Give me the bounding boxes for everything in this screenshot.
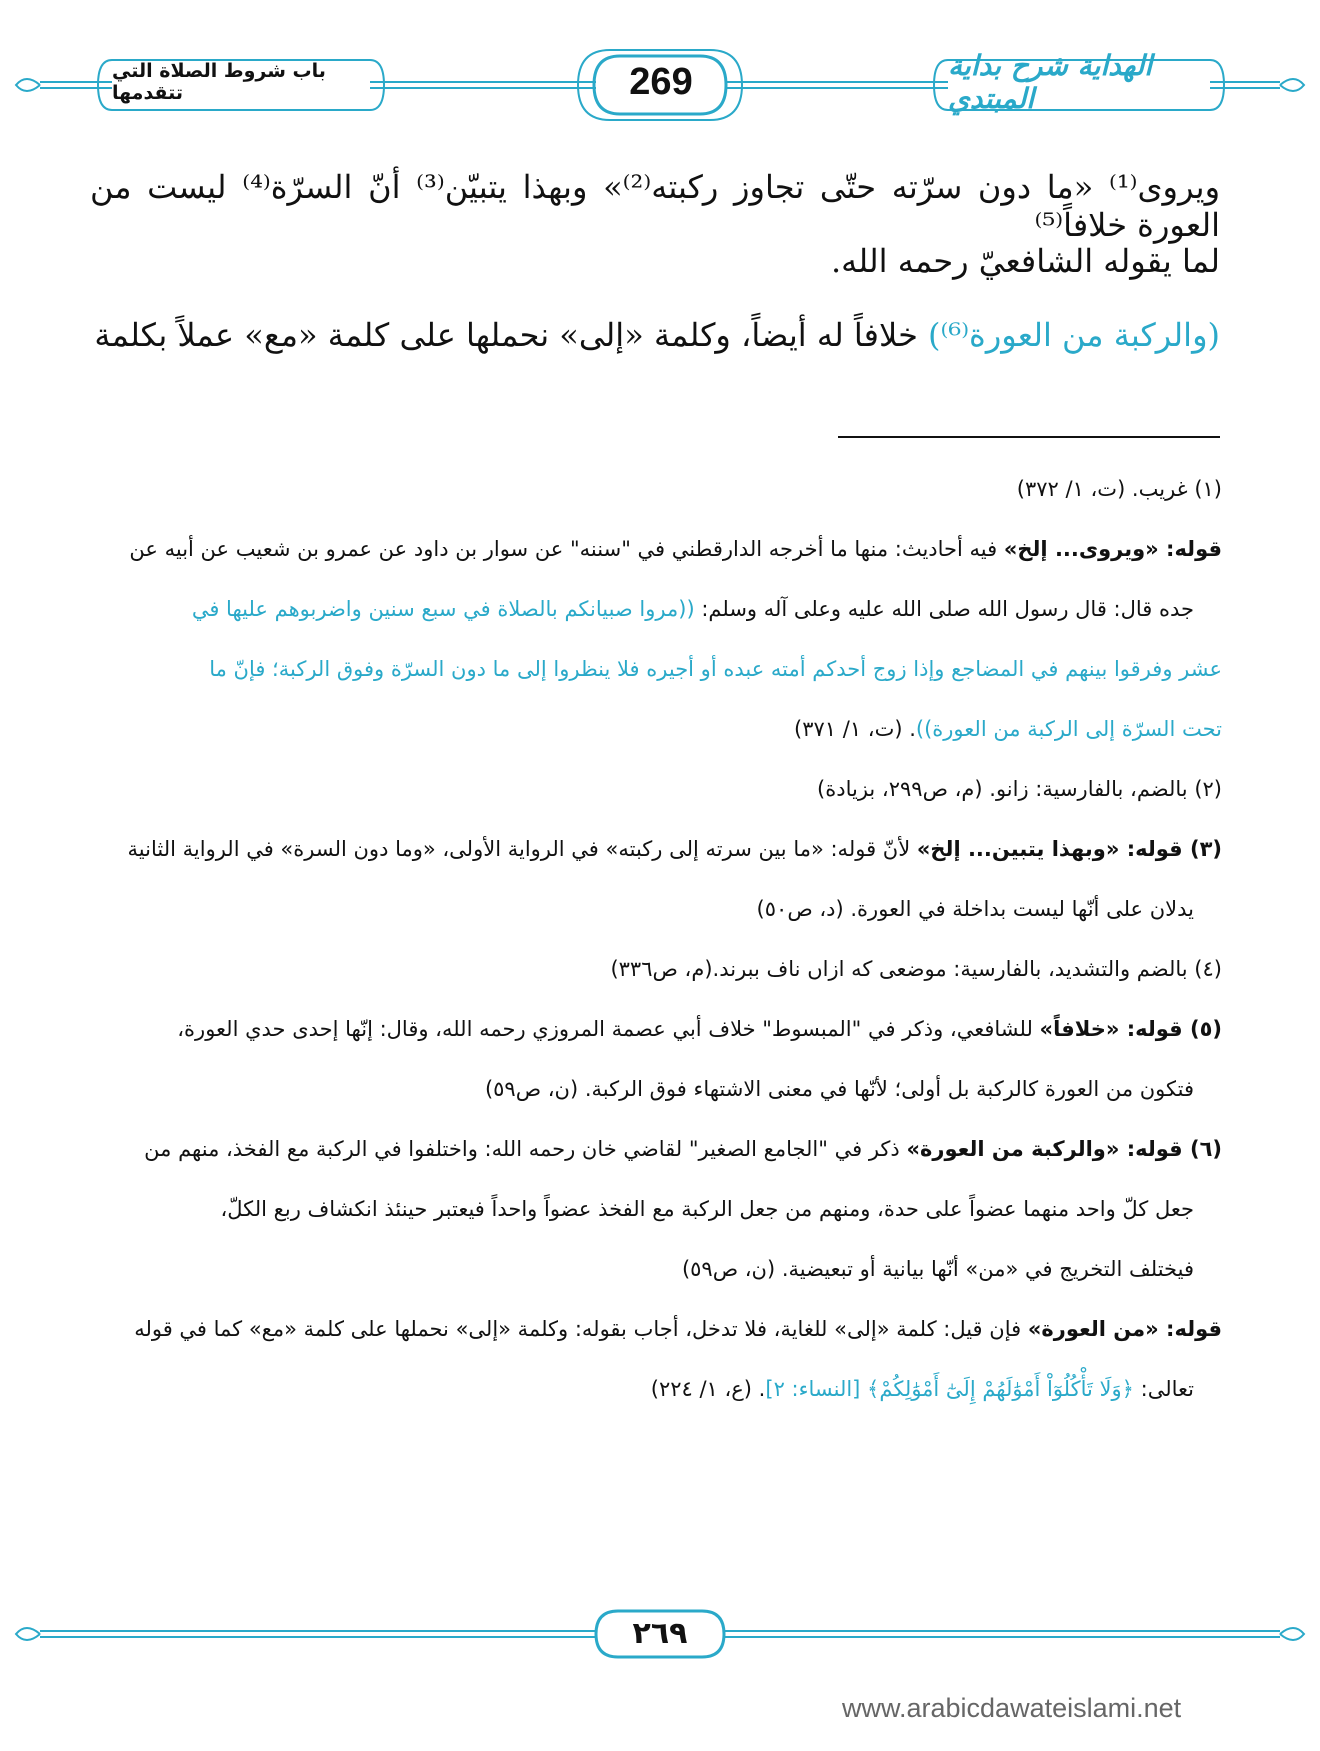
footnote-6-line2: جعل كلّ واحد منهما عضواً على حدة، ومنهم من جعل الركبة مع الفخذ عضواً واحداً فيعتبر حينئذ انكشاف ربع الكلّ، xyxy=(220,1197,1194,1221)
footnote-3-line2: يدلان على أنّها ليست بداخلة في العورة. (د، ص٥٠) xyxy=(756,897,1194,921)
main-line-2: لما يقوله الشافعيّ رحمه الله. xyxy=(830,242,1220,280)
footnote-3 xyxy=(90,837,1222,897)
footnote-1b-label: قوله: «ويروى... إلخ» xyxy=(1003,537,1222,561)
footnote-6-text: ذكر في "الجامع الصغير" لقاضي خان رحمه الله: واختلفوا في الركبة مع الفخذ، منهم من xyxy=(144,1137,907,1161)
footnote-1b-line2a: جده قال: قال رسول الله صلى الله عليه وعلى آله وسلم: xyxy=(694,597,1194,621)
footnote-7-ref: . (ع، ١/ ٢٢٤) xyxy=(650,1377,766,1401)
footnote-7-line2a: تعالى: xyxy=(1133,1377,1194,1401)
footnote-1b-line2 xyxy=(90,597,1222,657)
footnote-7-line2 xyxy=(90,1377,1222,1437)
footnote-2: (٢) بالضم، بالفارسية: زانو. (م، ص٢٩٩، بزيادة) xyxy=(817,777,1222,801)
footnote-1b-line4 xyxy=(90,717,1222,777)
footnote-5-text: للشافعي، وذكر في "المبسوط" خلاف أبي عصمة المروزي رحمه الله، وقال: إنّها إحدى حدي العورة، xyxy=(177,1017,1040,1041)
footnote-1: (١) غريب. (ت، ١/ ٣٧٢) xyxy=(1016,477,1222,501)
main-line-3-rest: خلافاً له أيضاً، وكلمة «إلى» نحملها على كلمة «مع» عملاً بكلمة xyxy=(94,316,929,354)
page-number-bottom: ٢٦٩ xyxy=(632,1615,688,1651)
hadith-text-1: ((مروا صبيانكم بالصلاة في سبع سنين واضربوهم عليها في xyxy=(191,597,695,621)
footnote-5-line2: فتكون من العورة كالركبة بل أولى؛ لأنّها في معنى الاشتهاء فوق الركبة. (ن، ص٥٩) xyxy=(484,1077,1194,1101)
hadith-text-3: تحت السرّة إلى الركبة من العورة)) xyxy=(915,717,1222,741)
footnote-1b xyxy=(90,537,1222,597)
footnote-6-label: (٦) قوله: «والركبة من العورة» xyxy=(906,1137,1222,1161)
chapter-title: باب شروط الصلاة التي تتقدمها xyxy=(112,60,326,104)
footnote-divider xyxy=(838,436,1220,438)
main-line-3-highlight: (والركبة من العورة⁽⁶⁾) xyxy=(928,316,1220,354)
footnote-5-label: (٥) قوله: «خلافاً» xyxy=(1039,1017,1222,1041)
footnote-6 xyxy=(90,1137,1222,1197)
footnote-7-label: قوله: «من العورة» xyxy=(1027,1317,1222,1341)
main-line-1: ويروى⁽¹⁾ «ما دون سرّته حتّى تجاوز ركبته⁽²⁾» وبهذا يتبيّن⁽³⁾ أنّ السرّة⁽⁴⁾ ليست من العورة خلافاً⁽⁵⁾ xyxy=(90,168,1221,244)
footnote-1b-text: فيه أحاديث: منها ما أخرجه الدارقطني في "سننه" عن سوار بن داود عن عمرو بن شعيب عن أبيه عن xyxy=(129,537,1004,561)
hadith-text-2: عشر وفرقوا بينهم في المضاجع وإذا زوج أحدكم أمته عبده أو أجيره فلا ينظروا إلى ما دون السرّة وفوق الركبة؛ فإنّ ما xyxy=(209,657,1222,681)
main-text xyxy=(90,168,1220,354)
footnote-3-label: (٣) قوله: «وبهذا يتبين... إلخ» xyxy=(916,837,1222,861)
page-number-top: 269 xyxy=(629,60,693,103)
footnote-5 xyxy=(90,1017,1222,1077)
footnote-6-line3: فيختلف التخريج في «من» أنّها بيانية أو تبعيضية. (ن، ص٥٩) xyxy=(681,1257,1194,1281)
footnote-4: (٤) بالضم والتشديد، بالفارسية: موضعى كه ازاں ناف ببرند.(م، ص٣٣٦) xyxy=(610,957,1222,981)
footnote-7-text: فإن قيل: كلمة «إلى» للغاية، فلا تدخل، أجاب بقوله: وكلمة «إلى» نحملها على كلمة «مع» كما في قوله xyxy=(134,1317,1028,1341)
book-title: الهداية شرح بداية المبتدي xyxy=(948,49,1153,115)
quran-verse: ﴿وَلَا تَأْكُلُوٓاْ أَمْوَٰلَهُمْ إِلَىٰٓ أَمْوَٰلِكُمْ﴾ [النساء: ٢] xyxy=(765,1377,1134,1401)
footnote-1b-ref: . (ت، ١/ ٣٧١) xyxy=(794,717,916,741)
footnote-7 xyxy=(90,1317,1222,1377)
footer-url: www.arabicdawateislami.net xyxy=(842,1693,1182,1723)
footnote-3-text: لأنّ قوله: «ما بين سرته إلى ركبته» في الرواية الأولى، «وما دون السرة» في الرواية الثانية xyxy=(127,837,917,861)
main-line-3 xyxy=(90,316,1220,354)
footnotes xyxy=(90,477,1222,1437)
